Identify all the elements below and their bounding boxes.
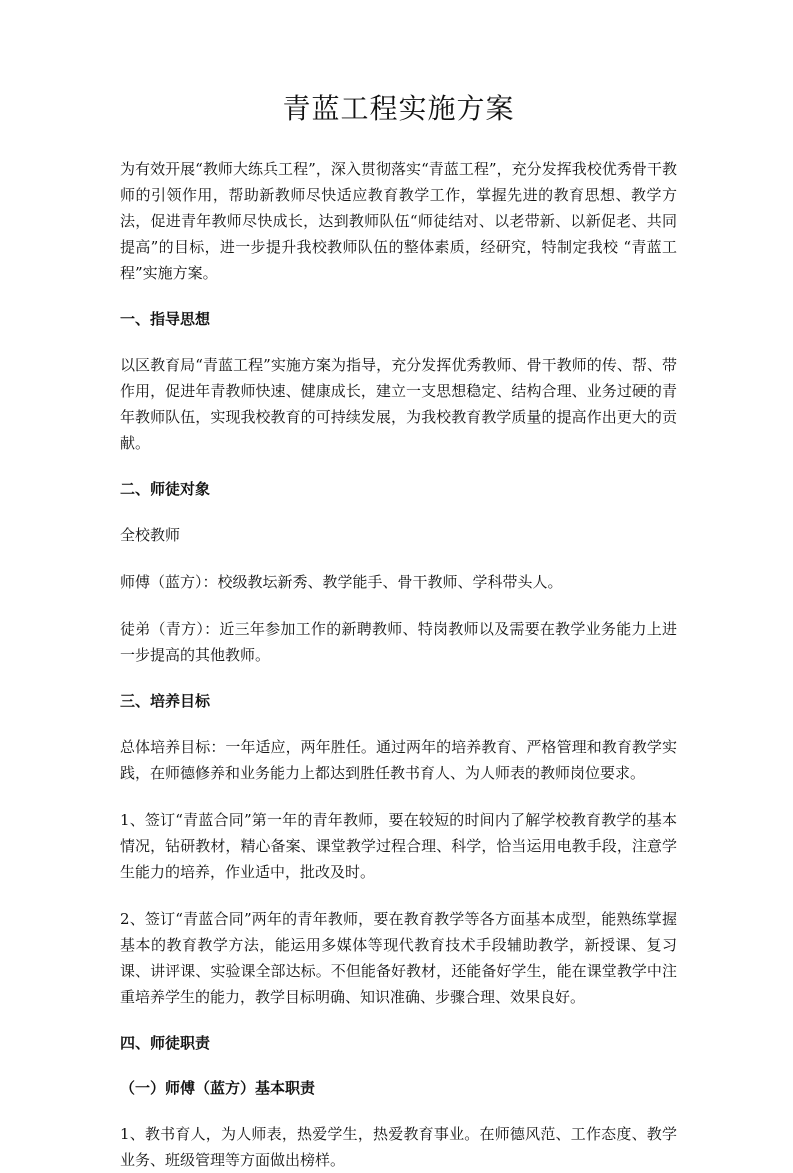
section-mentor-targets [120, 477, 677, 668]
section-heading: 二、师徒对象 [120, 479, 211, 498]
section-paragraph: 1、签订“青蓝合同”第一年的青年教师，要在较短的时间内了解学校教育教学的基本情况，钻研教材，精心备案、课堂教学过程合理、科学，恰当运用电教手段，注意学生能力的培养，作业适中，批改及时。 [120, 810, 677, 881]
section-paragraph: 全校教师 [120, 525, 181, 544]
section-heading: 一、指导思想 [120, 309, 211, 328]
section-responsibilities [120, 1031, 677, 1173]
section-subheading: （一）师傅（蓝方）基本职责 [120, 1078, 316, 1097]
section-paragraph: 2、签订“青蓝合同”两年的青年教师，要在教育教学等各方面基本成型，能熟练掌握基本的教育教学方法，能运用多媒体等现代教育技术手段辅助教学，新授课、复习课、讲评课、实验课全部达标。不但能备好教材，还能备好学生，能在课堂教学中注重培养学生的能力，教学目标明确、知识准确、步骤合理、效果良好。 [120, 909, 677, 1006]
section-paragraph: 总体培养目标：一年适应，两年胜任。通过两年的培养教育、严格管理和教育教学实践，在师德修养和业务能力上都达到胜任教书育人、为人师表的教师岗位要求。 [120, 737, 677, 782]
section-paragraph: 1、教书育人，为人师表，热爱学生，热爱教育事业。在师德风范、工作态度、教学业务、班级管理等方面做出榜样。 [120, 1124, 677, 1169]
section-guiding-thought [120, 307, 677, 456]
intro-paragraph: 为有效开展“教师大练兵工程”，深入贯彻落实“青蓝工程”，充分发挥我校优秀骨干教师的引领作用，帮助新教师尽快适应教育教学工作，掌握先进的教育思想、教学方法，促进青年教师尽快成长，达到教师队伍“师徒结对、以老带新、以新促老、共同提高”的目标，进一步提升我校教师队伍的整体素质，经研究，特制定我校 “青蓝工程”实施方案。 [120, 159, 677, 282]
section-paragraph: 以区教育局“青蓝工程”实施方案为指导，充分发挥优秀教师、骨干教师的传、帮、带作用，促进年青教师快速、健康成长，建立一支思想稳定、结构合理、业务过硬的青年教师队伍，实现我校教育的可持续发展，为我校教育教学质量的提高作出更大的贡献。 [120, 355, 677, 452]
document-title: 青蓝工程实施方案 [282, 92, 515, 125]
section-heading: 三、培养目标 [120, 691, 211, 710]
section-paragraph: 师傅（蓝方）：校级教坛新秀、教学能手、骨干教师、学科带头人。 [120, 572, 563, 591]
section-heading: 四、师徒职责 [120, 1033, 211, 1052]
section-training-goals [120, 689, 677, 1010]
section-paragraph: 徒弟（青方）：近三年参加工作的新聘教师、特岗教师以及需要在教学业务能力上进一步提高的其他教师。 [120, 619, 677, 664]
